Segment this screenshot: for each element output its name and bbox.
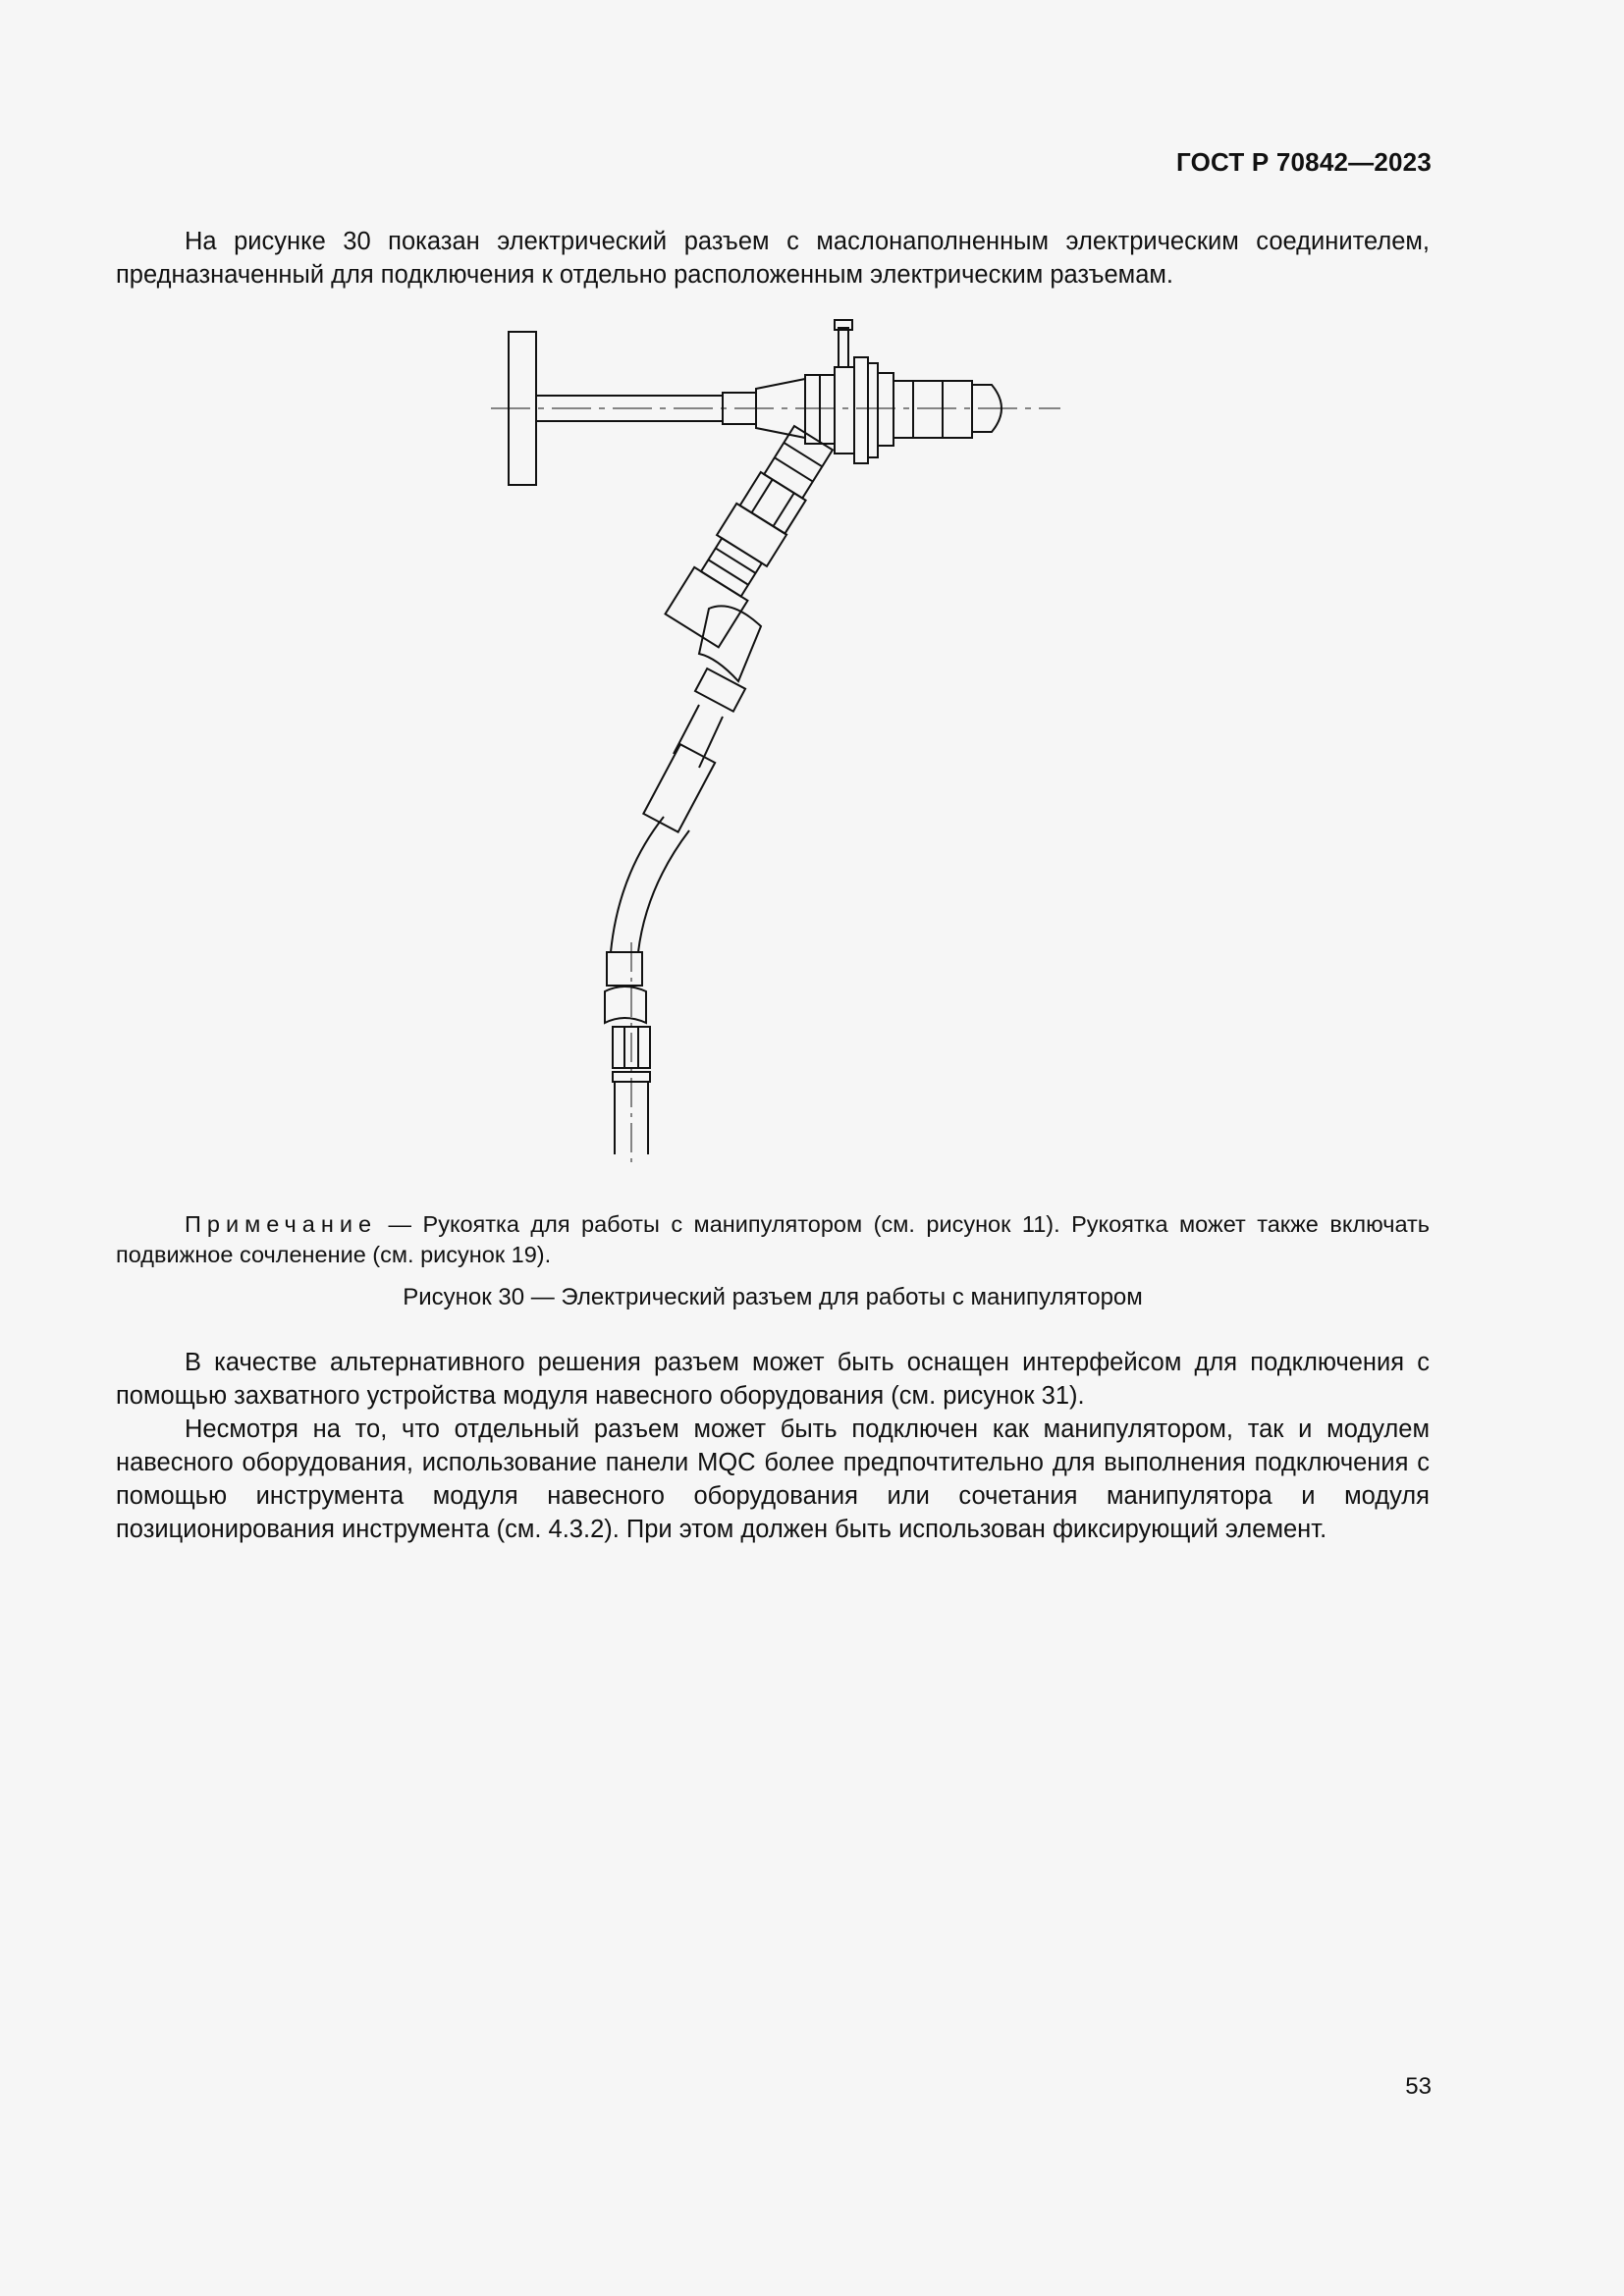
page-number: 53 [1405,2073,1432,2100]
connector-drawing [481,314,1080,1168]
hose-sleeve [643,744,715,831]
hose-clamp [695,668,745,712]
valve-stem [839,328,848,367]
note-label: Примечание [185,1211,378,1237]
figure-caption: Рисунок 30 — Электрический разъем для работы с манипулятором [403,1284,1143,1310]
note-text: — Рукоятка для работы с манипулятором (см. рисунок 11). Рукоятка может также включать подвижное сочленение (см. рисунок 19). [116,1211,1431,1267]
intro-paragraph: На рисунке 30 показан электрический разъем с маслонаполненным электрическим соединителем, предназначенный для подключения к отдельно расположенным электрическим разъемам. [116,228,1430,289]
figure-note [116,1209,1430,1270]
lower-sleeve [607,952,642,986]
document-id: ГОСТ Р 70842—2023 [1176,147,1432,177]
alt-solution-paragraph: В качестве альтернативного решения разъем может быть оснащен интерфейсом для подключения с помощью захватного устройства модуля навесного оборудования (см. рисунок 31). [116,1349,1430,1410]
mqc-paragraph: Несмотря на то, что отдельный разъем может быть подключен как манипулятором, так и модулем навесного оборудования, использование панели MQC более предпочтительно для выполнения подключения с помощью инструмента модуля навесного оборудования или сочетания манипулятора и модуля позиционирования инструмента (см. 4.3.2). При этом должен быть использован фиксирующий элемент. [116,1415,1430,1543]
angled-fitting [666,421,839,648]
hose [674,705,723,768]
